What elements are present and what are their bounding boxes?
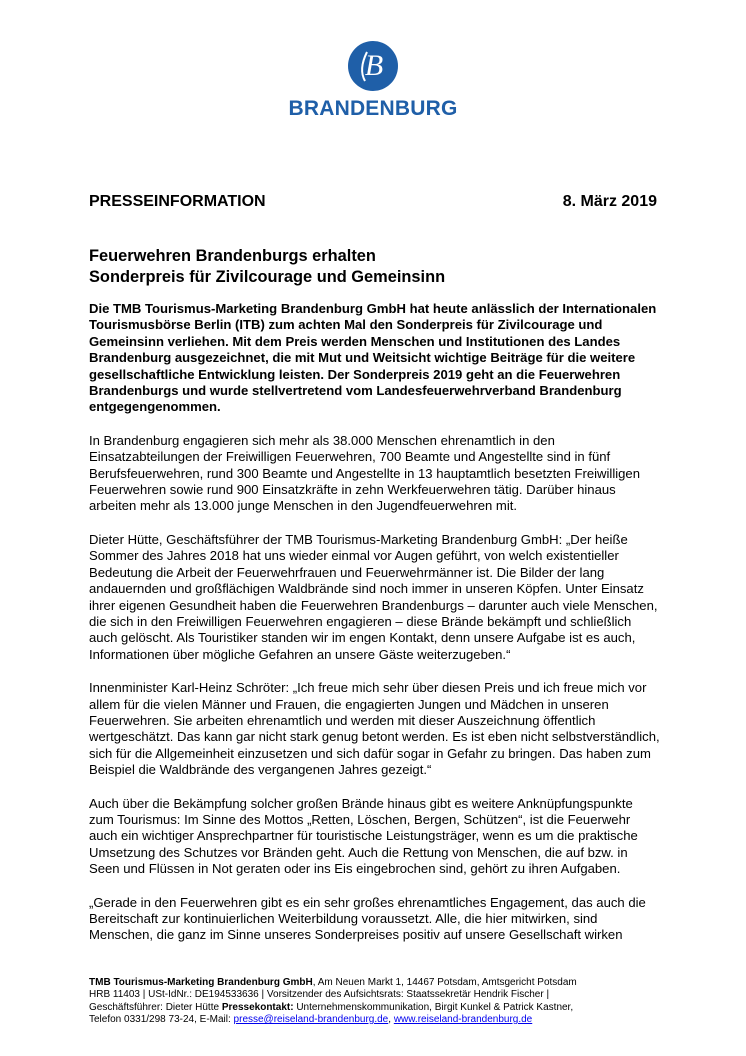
headline-line-2: Sonderpreis für Zivilcourage und Gemeinsinn (89, 268, 446, 286)
paragraph-quote-schroeter: Innenminister Karl-Heinz Schröter: „Ich freue mich sehr über diesen Preis und ich freue mich vor allem für die vielen Männer und Frauen, die engagierten Jungen und Mädchen in unseren Feuerwehren. Sie arbeiten ehrenamtlich und werden mit dieser Auszeichnung öffentlich wertgeschätzt. Das kann gar nicht stark genug betont werden. Es ist eben nicht selbstverständlich, sich für die Allgemeinheit einzusetzen und sich dafür sogar in Gefahr zu bringen. Das haben zum Beispiel die Waldbrände des vergangenen Jahres gezeigt.“ (89, 680, 660, 778)
footer-line-2: HRB 11403 | USt-IdNr.: DE194533636 | Vorsitzender des Aufsichtsrats: Staatssekretär Hendrik Fischer | (89, 989, 550, 1001)
headline (89, 246, 659, 288)
press-header (89, 193, 657, 211)
footer-separator: , (388, 1013, 394, 1025)
press-label: PRESSEINFORMATION (89, 193, 266, 210)
brand-logo (0, 40, 746, 121)
email-link[interactable]: presse@reiseland-brandenburg.de (233, 1013, 389, 1025)
headline-line-1: Feuerwehren Brandenburgs erhalten (89, 247, 376, 265)
footer-line-4 (89, 1014, 661, 1026)
brandenburg-emblem-icon (347, 40, 399, 92)
paragraph-statistics: In Brandenburg engagieren sich mehr als 38.000 Menschen ehrenamtlich in den Einsatzabteilungen der Freiwilligen Feuerwehren, 700 Beamte und Angestellte sind in fünf Berufsfeuerwehren, rund 300 Beamte und Angestellte in 13 hauptamtlich besetzten Freiwilligen Feuerwehren sowie rund 900 Einsatzkräfte in zehn Werkfeuerwehren tätig. Darüber hinaus arbeiten mehr als 13.000 junge Menschen in den Jugendfeuerwehren mit. (89, 432, 640, 514)
paragraph-tourism: Auch über die Bekämpfung solcher großen Brände hinaus gibt es weitere Anknüpfungspunkte zum Tourismus: Im Sinne des Mottos „Retten, Löschen, Bergen, Schützen“, ist die Feuerwehr auch ein wichtiger Ansprechpartner für touristische Leistungsträger, wenn es um die praktische Umsetzung des Schutzes vor Bränden geht. Auch die Rettung von Menschen, die auf bzw. in Seen und Flüssen in Not geraten oder ins Eis eingebrochen sind, gehört zu ihren Aufgaben. (89, 795, 638, 877)
footer-imprint (89, 977, 661, 1026)
article-body (89, 301, 661, 961)
footer-management: Geschäftsführer: Dieter Hütte (89, 1001, 222, 1013)
footer-press-contact-label: Pressekontakt: (221, 1001, 294, 1013)
footer-phone: Telefon 0331/298 73-24, E-Mail: (89, 1013, 234, 1025)
footer-line-1 (89, 977, 661, 989)
footer-company: TMB Tourismus-Marketing Brandenburg GmbH (89, 977, 313, 988)
lead-paragraph: Die TMB Tourismus-Marketing Brandenburg GmbH hat heute anlässlich der Internationalen Tourismusbörse Berlin (ITB) zum achten Mal den Sonderpreis für Zivilcourage und Gemeinsinn verliehen. Mit dem Preis werden Menschen und Institutionen des Landes Brandenburg ausgezeichnet, die mit Mut und Weitsicht wichtige Beiträge für die weitere gesellschaftliche Entwicklung leisten. Der Sonderpreis 2019 geht an die Feuerwehren Brandenburgs und wurde stellvertretend vom Landesfeuerwehrverband Brandenburg entgegengenommen. (89, 301, 657, 415)
press-date: 8. März 2019 (562, 193, 657, 210)
footer-address: , Am Neuen Markt 1, 14467 Potsdam, Amtsgericht Potsdam (312, 977, 577, 988)
footer-line-3 (89, 1002, 661, 1014)
logo-wordmark: BRANDENBURG (288, 97, 458, 120)
paragraph-engagement: „Gerade in den Feuerwehren gibt es ein sehr großes ehrenamtliches Engagement, das auch die Bereitschaft zur kontinuierlichen Weiterbildung voraussetzt. Alle, die hier mitwirken, sind Menschen, die ganz im Sinne unseres Sonderpreises positiv auf unsere Gesellschaft wirken (89, 894, 646, 943)
footer-press-contact: Unternehmenskommunikation, Birgit Kunkel & Patrick Kastner, (293, 1001, 574, 1013)
website-link[interactable]: www.reiseland-brandenburg.de (393, 1013, 533, 1025)
logo-monogram: B (364, 49, 384, 82)
paragraph-quote-huette: Dieter Hütte, Geschäftsführer der TMB Tourismus-Marketing Brandenburg GmbH: „Der heiße Sommer des Jahres 2018 hat uns wieder einmal vor Augen geführt, von welch existentieller Bedeutung die Arbeit der Feuerwehrfrauen und Feuerwehrmänner ist. Die Bilder der lang andauernden und großflächigen Waldbrände sind noch immer in unseren Köpfen. Unter Einsatz ihrer eigenen Gesundheit haben die Feuerwehren Brandenburgs – darunter auch viele Menschen, die sich in den Freiwilligen Feuerwehren engagieren – diese Brände bekämpft und schließlich auch gelöscht. Als Touristiker standen wir im engen Kontakt, denn unsere Aufgabe ist es auch, Informationen über mögliche Gefahren an unsere Gäste weiterzugeben.“ (89, 531, 658, 662)
